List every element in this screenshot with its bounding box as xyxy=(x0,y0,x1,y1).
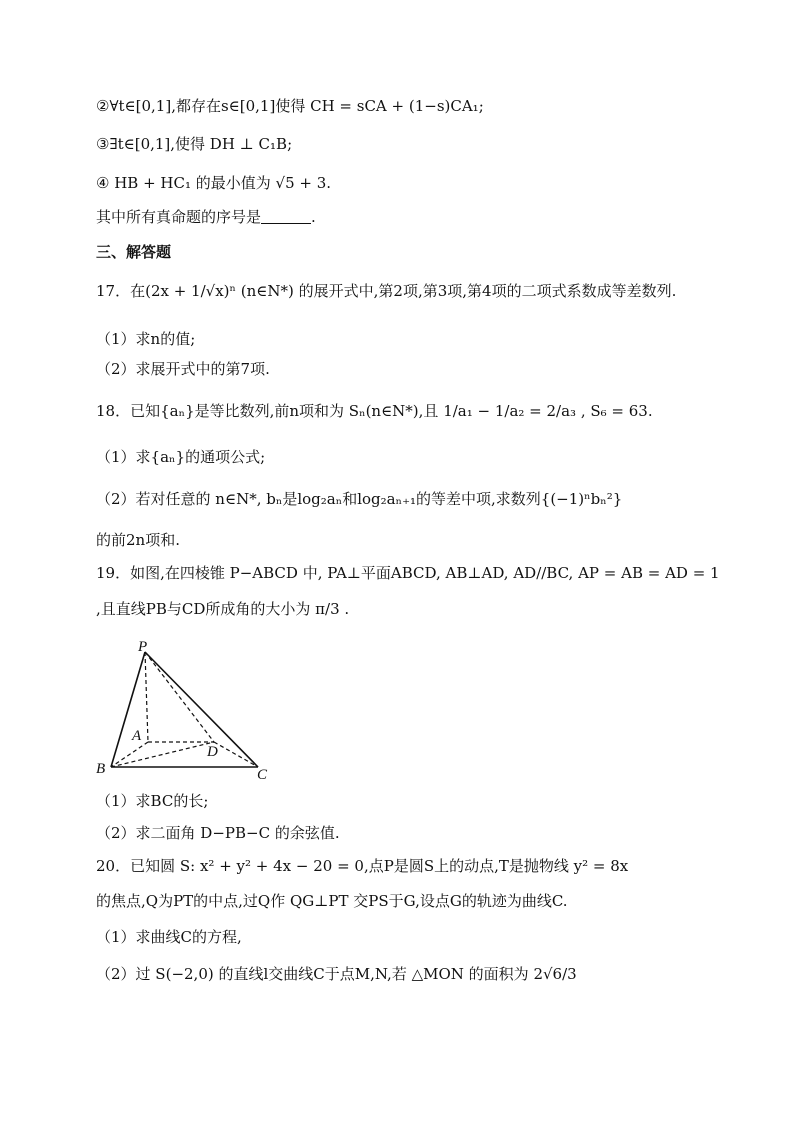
question-17-part-1-text: （1）求n的值; xyxy=(96,330,196,348)
question-17-part-2-text: （2）求展开式中的第7项. xyxy=(96,360,270,378)
question-17 xyxy=(96,280,676,302)
question-18-part-2-cont xyxy=(96,529,180,551)
question-20 xyxy=(96,855,628,877)
question-20-part-1-text: （1）求曲线C的方程, xyxy=(96,928,242,946)
vertex-label-A: A xyxy=(132,728,142,744)
vertex-label-P: P xyxy=(138,640,148,655)
question-19-part-1-text: （1）求BC的长; xyxy=(96,792,209,810)
question-18-part-2-cont-text: 的前2n项和. xyxy=(96,531,180,549)
question-18-part-2 xyxy=(96,488,622,510)
fill-blank-line: 其中所有真命题的序号是 . xyxy=(96,208,316,226)
vertex-label-B: B xyxy=(96,761,106,777)
question-18-text: 18．已知{aₙ}是等比数列,前n项和为 Sₙ(n∈N*),且 1/a₁ − 1/a₂ = 2/a₃ , S₆ = 63. xyxy=(96,402,653,420)
vertex-label-D: D xyxy=(207,744,218,760)
section-title: 三、解答题 xyxy=(96,243,172,261)
question-20-cont xyxy=(96,890,568,912)
question-18 xyxy=(96,400,653,422)
question-18-part-1 xyxy=(96,446,265,468)
question-19-part-2-text: （2）求二面角 D−PB−C 的余弦值. xyxy=(96,824,340,842)
proposition-3 xyxy=(96,133,292,155)
question-18-part-1-text: （1）求{aₙ}的通项公式; xyxy=(96,448,266,466)
edge-BD-hidden xyxy=(111,742,214,767)
proposition-2 xyxy=(96,95,484,117)
edge-PA-hidden xyxy=(145,652,148,742)
question-20-part-2 xyxy=(96,963,577,985)
question-17-text: 17．在(2x + 1/√x)ⁿ (n∈N*) 的展开式中,第2项,第3项,第4项的二项式系数成等差数列. xyxy=(96,282,677,300)
pyramid-figure xyxy=(92,640,292,785)
question-17-part-1 xyxy=(96,328,195,350)
vertex-label-C: C xyxy=(257,767,268,783)
edge-PD-hidden xyxy=(145,652,214,742)
answer-blank xyxy=(261,223,311,224)
question-19-cont-text: ,且直线PB与CD所成角的大小为 π/3 . xyxy=(96,600,350,618)
question-19 xyxy=(96,562,720,584)
proposition-4-text: ④ HB + HC₁ 的最小值为 √5 + 3. xyxy=(96,174,332,192)
question-19-text: 19．如图,在四棱锥 P−ABCD 中, PA⊥平面ABCD, AB⊥AD, AD//BC, AP = AB = AD = 1 xyxy=(96,564,720,582)
question-18-part-2-text: （2）若对任意的 n∈N*, bₙ是log₂aₙ和log₂aₙ₊₁的等差中项,求数列{(−1)ⁿbₙ²} xyxy=(96,490,623,508)
edge-PB xyxy=(111,652,145,767)
question-20-cont-text: 的焦点,Q为PT的中点,过Q作 QG⊥PT 交PS于G,设点G的轨迹为曲线C. xyxy=(96,892,568,910)
proposition-3-text: ③∃t∈[0,1],使得 DH ⊥ C₁B; xyxy=(96,135,293,153)
question-20-part-2-text: （2）过 S(−2,0) 的直线l交曲线C于点M,N,若 △MON 的面积为 2√6/3 xyxy=(96,965,577,983)
proposition-2-text: ②∀t∈[0,1],都存在s∈[0,1]使得 CH = sCA + (1−s)CA₁; xyxy=(96,97,484,115)
question-20-part-1 xyxy=(96,926,242,948)
proposition-4 xyxy=(96,172,331,194)
fill-blank-text: 其中所有真命题的序号是 xyxy=(96,208,262,226)
question-19-cont xyxy=(96,598,349,620)
edge-PC xyxy=(145,652,258,767)
section-heading xyxy=(96,241,171,263)
question-20-text: 20．已知圆 S: x² + y² + 4x − 20 = 0,点P是圆S上的动点,T是抛物线 y² = 8x xyxy=(96,857,629,875)
question-19-part-2 xyxy=(96,822,340,844)
question-19-part-1 xyxy=(96,790,208,812)
question-17-part-2 xyxy=(96,358,270,380)
